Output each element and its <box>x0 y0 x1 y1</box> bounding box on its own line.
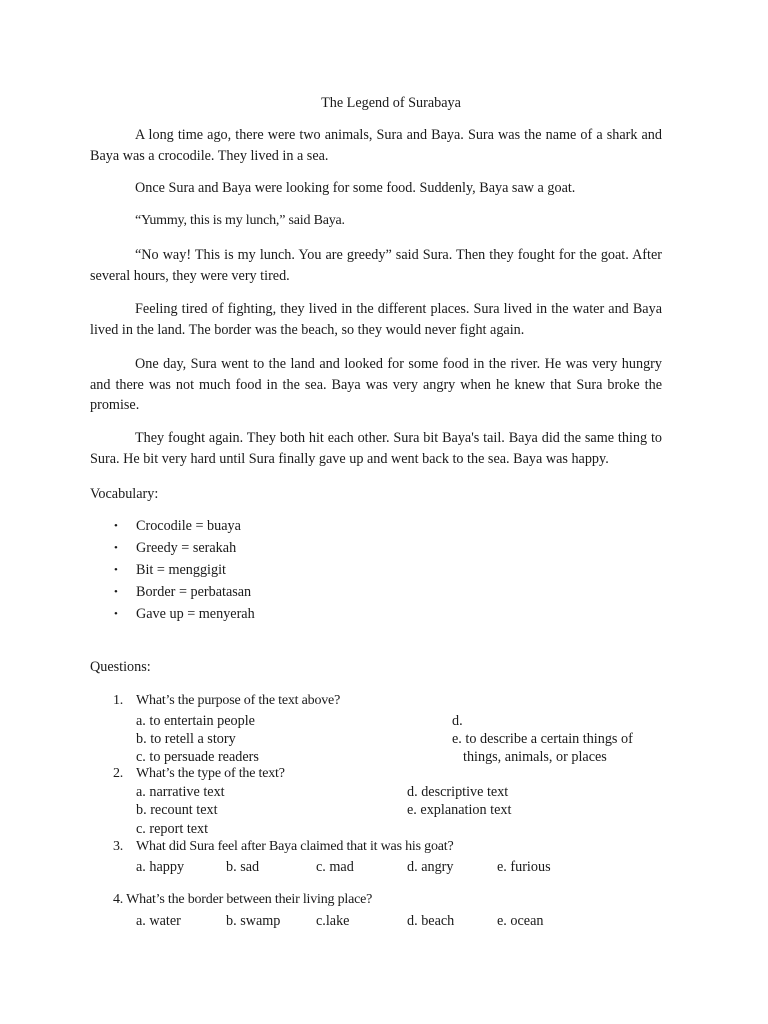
question-text: 4. What’s the border between their living place? <box>113 892 373 907</box>
bullet-icon: • <box>114 520 118 532</box>
paragraph-7 <box>90 428 662 469</box>
question-text: What’s the purpose of the text above? <box>136 693 341 708</box>
vocabulary-item: Gave up = menyerah <box>136 606 255 622</box>
option-a: a. narrative text <box>136 784 225 800</box>
paragraph-text: A long time ago, there were two animals, Sura and Baya. Sura was the name of a shark and Baya was a crocodile. They lived in a sea. <box>90 127 662 164</box>
option-e: e. explanation text <box>407 802 512 818</box>
option-e: e. furious <box>497 859 551 875</box>
vocabulary-item: Crocodile = buaya <box>136 518 241 534</box>
paragraph-text: They fought again. They both hit each other. Sura bit Baya's tail. Baya did the same thing to Sura. He bit very hard until Sura finally gave up and went back to the sea. Baya was happy. <box>90 430 662 467</box>
option-c: c. mad <box>316 859 354 875</box>
bullet-icon: • <box>114 586 118 598</box>
paragraph-5 <box>90 299 662 340</box>
vocabulary-heading: Vocabulary: <box>90 486 159 502</box>
question-number: 3. <box>113 839 124 854</box>
bullet-icon: • <box>114 608 118 620</box>
paragraph-6 <box>90 354 662 416</box>
option-c: c.lake <box>316 913 350 929</box>
bullet-icon: • <box>114 564 118 576</box>
option-a: a. happy <box>136 859 185 875</box>
option-e: e. to describe a certain things of <box>452 731 633 747</box>
option-d: d. beach <box>407 913 455 929</box>
option-c: c. to persuade readers <box>136 749 259 765</box>
option-d: d. <box>452 713 463 729</box>
option-e: e. ocean <box>497 913 544 929</box>
option-b: b. swamp <box>226 913 281 929</box>
option-d: d. angry <box>407 859 454 875</box>
paragraph-2 <box>90 178 662 199</box>
paragraph-text: “No way! This is my lunch. You are greedy” said Sura. Then they fought for the goat. After several hours, they were very tired. <box>90 247 662 284</box>
question-number: 1. <box>113 693 124 708</box>
option-b: b. sad <box>226 859 260 875</box>
paragraph-text: “Yummy, this is my lunch,” said Baya. <box>135 213 345 228</box>
question-number: 2. <box>113 766 124 781</box>
document-title: The Legend of Surabaya <box>321 95 461 111</box>
option-a: a. to entertain people <box>136 713 255 729</box>
paragraph-text: Feeling tired of fighting, they lived in the different places. Sura lived in the water and Baya lived in the land. The border was the beach, so they would never fight again. <box>90 301 662 338</box>
question-text: What did Sura feel after Baya claimed that it was his goat? <box>136 839 454 854</box>
option-b: b. to retell a story <box>136 731 236 747</box>
vocabulary-item: Greedy = serakah <box>136 540 237 556</box>
vocabulary-item: Bit = menggigit <box>136 562 226 578</box>
option-d: d. descriptive text <box>407 784 509 800</box>
option-c: c. report text <box>136 821 209 837</box>
question-text: What’s the type of the text? <box>136 766 285 781</box>
paragraph-text: One day, Sura went to the land and looked for some food in the river. He was very hungry and there was not much food in the sea. Baya was very angry when he knew that Sura broke the promise. <box>90 356 662 413</box>
questions-heading: Questions: <box>90 659 151 675</box>
option-e-continued: things, animals, or places <box>463 749 607 765</box>
option-a: a. water <box>136 913 181 929</box>
paragraph-4 <box>90 245 662 286</box>
bullet-icon: • <box>114 542 118 554</box>
vocabulary-item: Border = perbatasan <box>136 584 252 600</box>
paragraph-3 <box>90 211 662 232</box>
paragraph-text: Once Sura and Baya were looking for some food. Suddenly, Baya saw a goat. <box>135 180 576 196</box>
option-b: b. recount text <box>136 802 218 818</box>
paragraph-1 <box>90 125 662 166</box>
